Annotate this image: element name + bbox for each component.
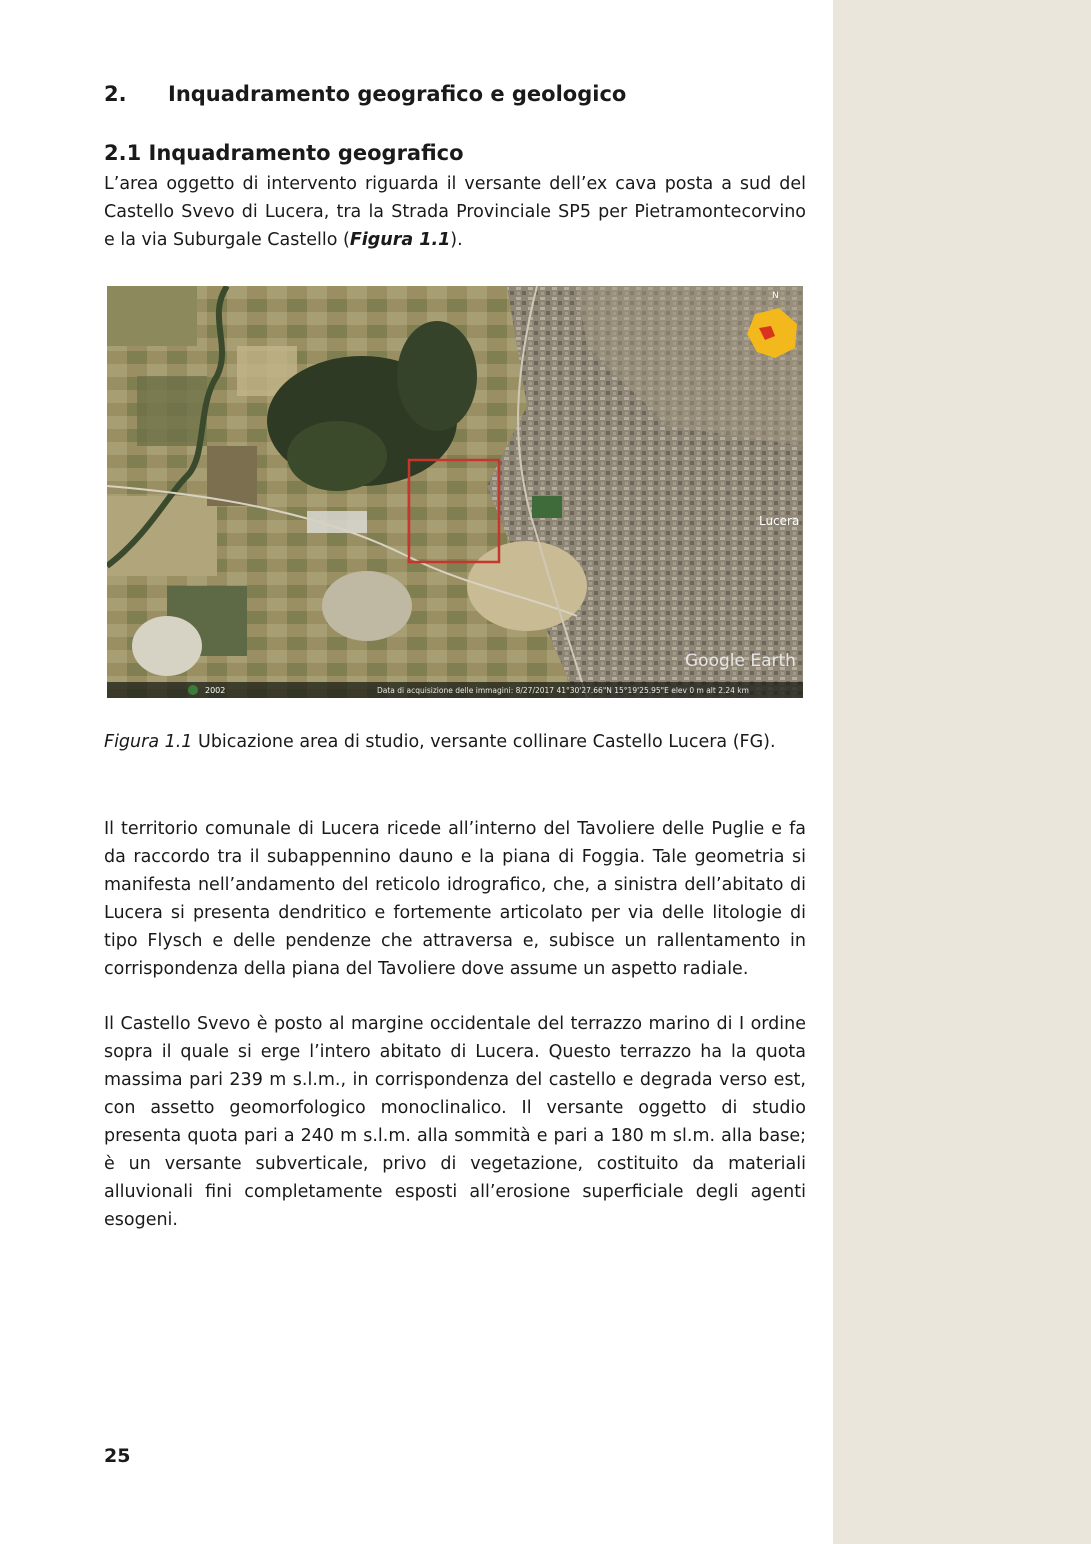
year-badge: 2002 (205, 686, 226, 695)
compass-label: N (772, 291, 779, 301)
place-label: Lucera (759, 514, 800, 528)
section-number: 2. (104, 82, 127, 106)
body-paragraph-1: Il territorio comunale di Lucera ricede all’interno del Tavoliere delle Puglie e fa da raccordo tra il subappennino dauno e la piana di Foggia. Tale geometria si manifesta nell’andamento del reticolo idrografico, che, a sinistra dell’abitato di Lucera si presenta dendritico e fortemente articolato per via delle litologie di tipo Flysch e delle pendenze che attraversa e, subisce un rallentamento in corrispondenza della piana del Tavoliere dove assume un aspetto radiale. (104, 819, 806, 979)
section-title: Inquadramento geografico e geologico (168, 82, 627, 106)
section-heading (104, 82, 626, 106)
caption-label: Figura 1.1 (104, 732, 193, 752)
satellite-map (107, 286, 803, 698)
intro-text: L’area oggetto di intervento riguarda il versante dell’ex cava posta a sud del Castello Svevo di Lucera, tra la Strada Provinciale SP5 per Pietramontecorvino e la via Suburgale Castello ( (104, 174, 806, 250)
satellite-image (107, 286, 803, 698)
caption-text: Ubicazione area di studio, versante collinare Castello Lucera (FG). (192, 732, 776, 752)
margin-band (833, 0, 1091, 1544)
body-paragraph-2: Il Castello Svevo è posto al margine occidentale del terrazzo marino di I ordine sopra il quale si erge l’intero abitato di Lucera. Questo terrazzo ha la quota massima pari 239 m s.l.m., in corrispondenza del castello e degrada verso est, con assetto geomorfologico monoclinalico. Il versante oggetto di studio presenta quota pari a 240 m s.l.m. alla sommità e pari a 180 m sl.m. alla base; è un versante subverticale, privo di vegetazione, costituito da materiali alluvionali fini completamente esposti all’erosione superficiale degli agenti esogeni. (104, 1014, 806, 1230)
figure-reference: Figura 1.1 (349, 230, 451, 250)
status-bar-text: Data di acquisizione delle immagini: 8/27/2017 41°30'27.66"N 15°19'25.95"E elev 0 m alt 2.24 km (377, 686, 749, 695)
figure-caption (104, 728, 806, 756)
intro-end: ). (450, 230, 463, 250)
google-earth-watermark: Google Earth (685, 651, 796, 671)
history-icon (188, 685, 198, 695)
intro-paragraph (104, 170, 806, 254)
subsection-heading: 2.1 Inquadramento geografico (104, 141, 464, 165)
page-number: 25 (104, 1445, 131, 1467)
